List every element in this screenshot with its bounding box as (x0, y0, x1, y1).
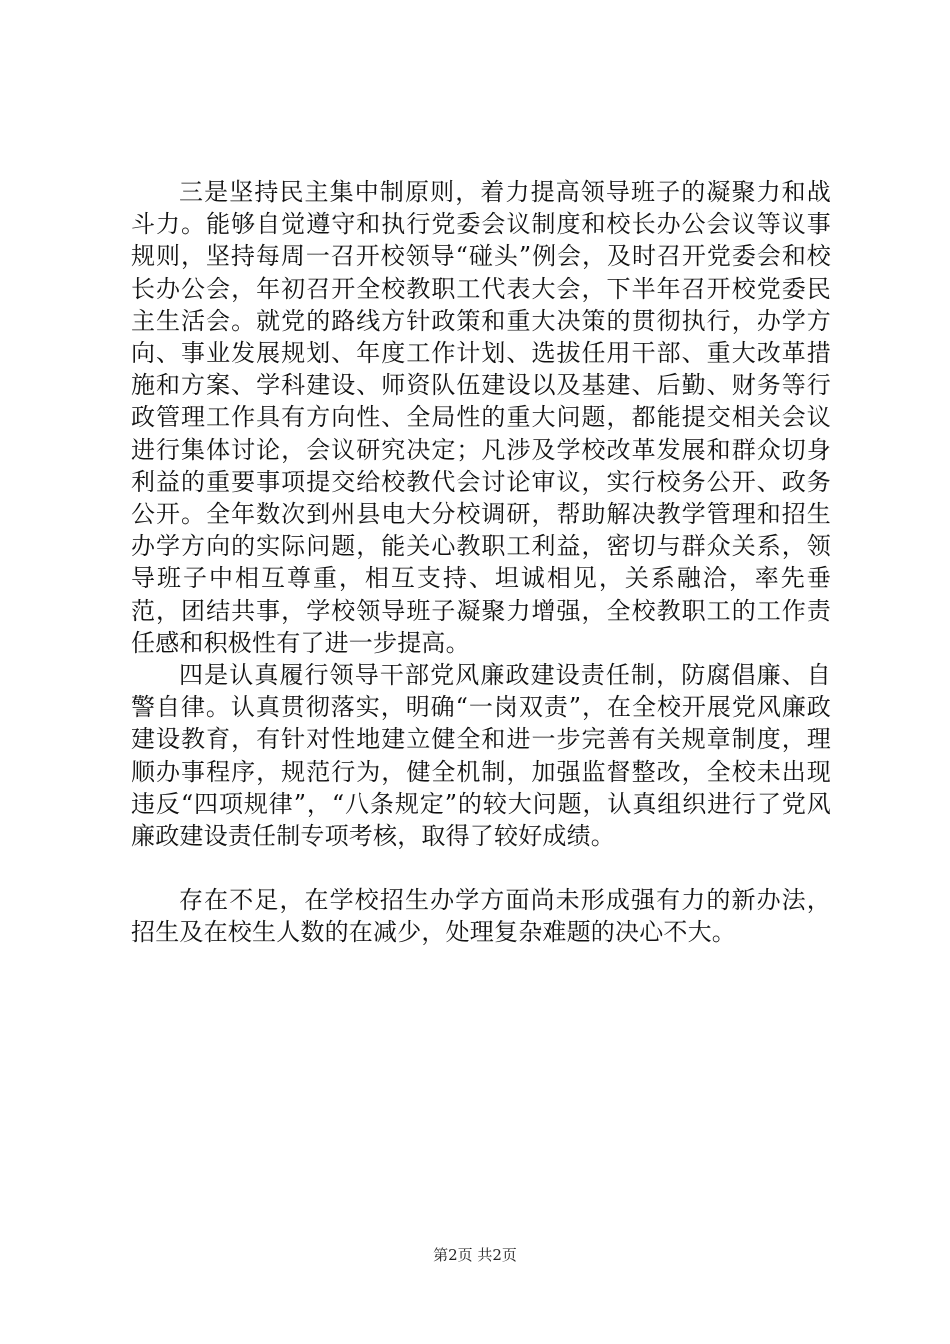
paragraph-integrity-responsibility: 四是认真履行领导干部党风廉政建设责任制，防腐倡廉、自警自律。认真贯彻落实，明确“一岗双责”，在全校开展党风廉政建设教育，有针对性地建立健全和进一步完善有关规章制度，理顺办事程序，规范行为，健全机制，加强监督整改，全校未出现违反“四项规律”，“八条规定”的较大问题，认真组织进行了党风廉政建设责任制专项考核，取得了较好成绩。 (131, 661, 831, 851)
paragraph-leadership-cohesion: 三是坚持民主集中制原则，着力提高领导班子的凝聚力和战斗力。能够自觉遵守和执行党委会议制度和校长办公会议等议事规则，坚持每周一召开校领导“碰头”例会，及时召开党委会和校长办公会，年初召开全校教职工代表大会，下半年召开校党委民主生活会。就党的路线方针政策和重大决策的贯彻执行，办学方向、事业发展规划、年度工作计划、选拔任用干部、重大改革措施和方案、学科建设、师资队伍建设以及基建、后勤、财务等行政管理工作具有方向性、全局性的重大问题，都能提交相关会议进行集体讨论，会议研究决定；凡涉及学校改革发展和群众切身利益的重要事项提交给校教代会讨论审议，实行校务公开、政务公开。全年数次到州县电大分校调研，帮助解决教学管理和招生办学方向的实际问题，能关心教职工利益，密切与群众关系，领导班子中相互尊重，相互支持、坦诚相见，关系融洽，率先垂范，团结共事，学校领导班子凝聚力增强，全校教职工的工作责任感和积极性有了进一步提高。 (131, 178, 831, 657)
document-body (131, 176, 831, 949)
paragraph-shortcomings: 存在不足，在学校招生办学方面尚未形成强有力的新办法，招生及在校生人数的在减少，处理复杂难题的决心不大。 (131, 886, 831, 947)
page-footer: 第2页 共2页 (433, 1246, 517, 1264)
